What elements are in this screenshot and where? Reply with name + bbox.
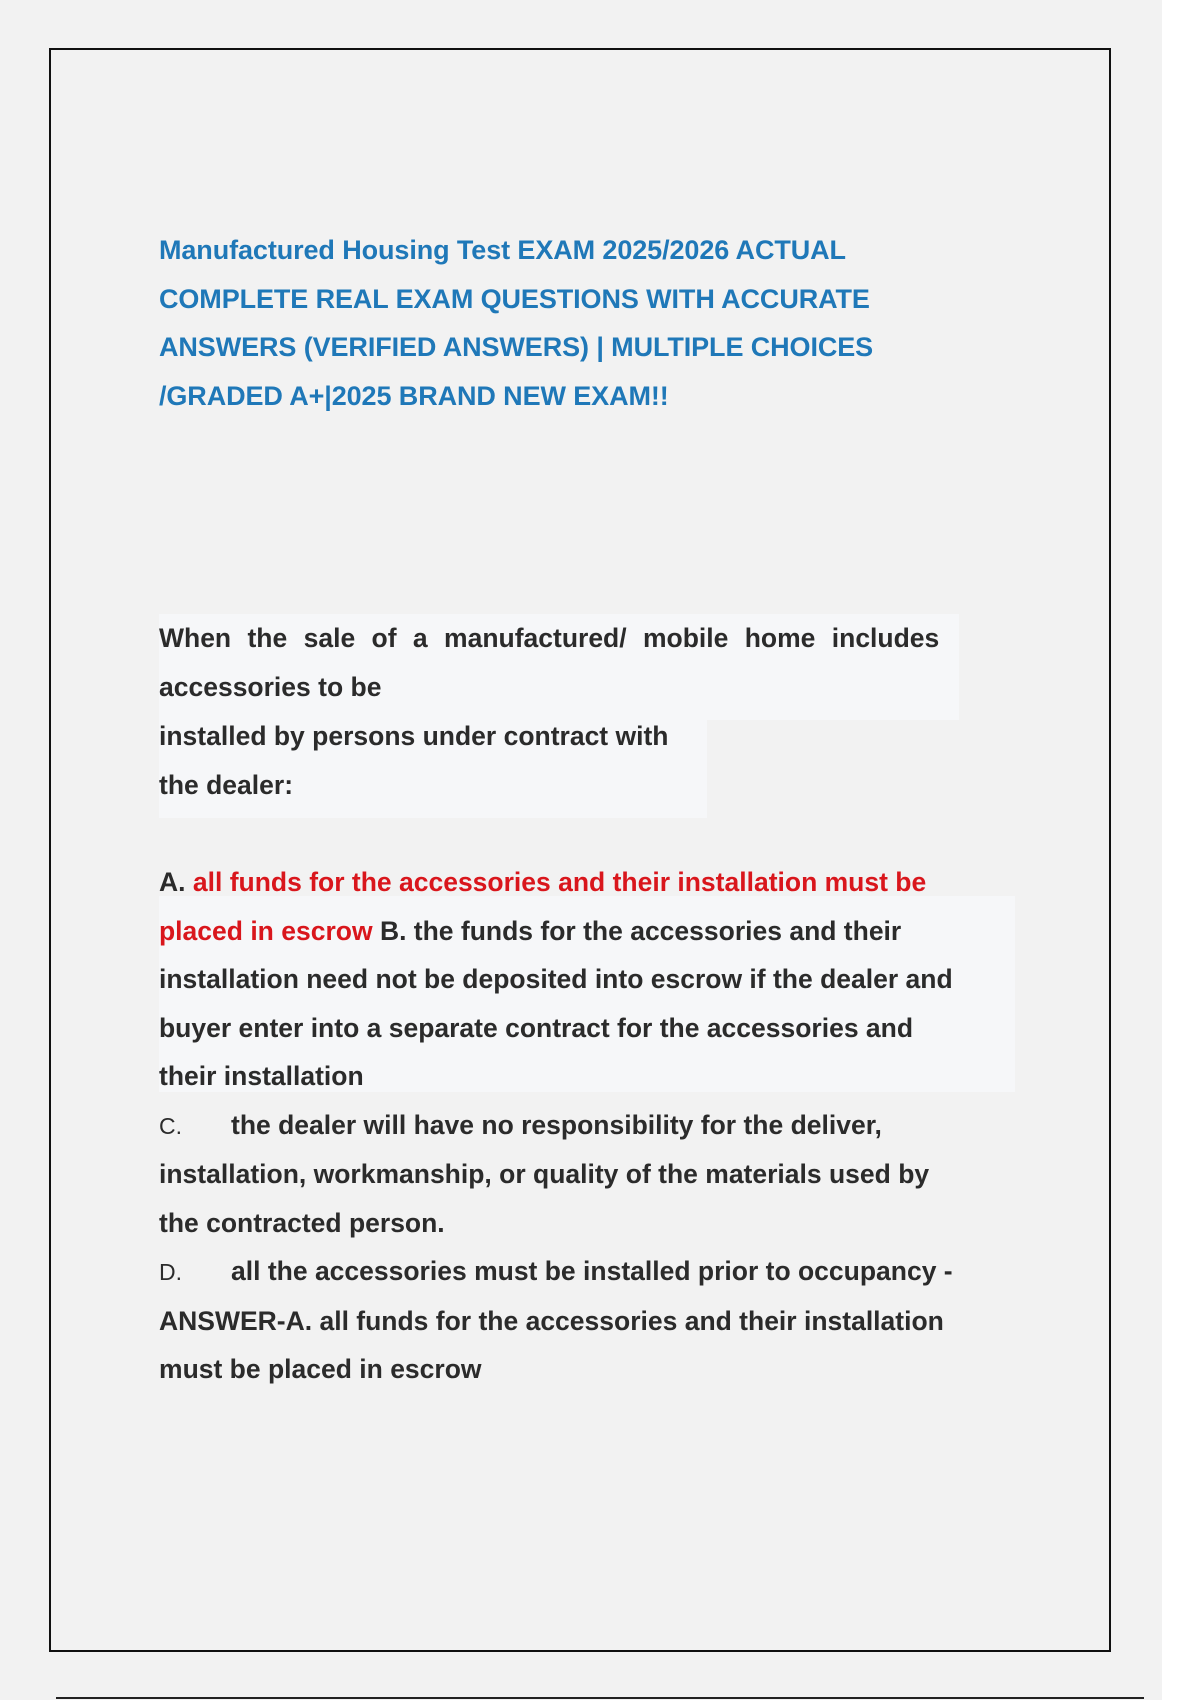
title-line: COMPLETE REAL EXAM QUESTIONS WITH ACCURATE bbox=[159, 283, 870, 314]
question-line: When the sale of a manufactured/ mobile home includes bbox=[159, 623, 940, 653]
option-d-letter: D. bbox=[159, 1259, 182, 1285]
question-line: accessories to be bbox=[159, 672, 382, 702]
option-b-start: B. the funds for the accessories and their bbox=[379, 915, 902, 946]
correct-answer-text-cont: placed in escrow bbox=[159, 915, 373, 946]
option-c-line-1 bbox=[159, 1101, 1019, 1151]
option-a-line-1 bbox=[159, 858, 1019, 907]
option-d-line-1 bbox=[159, 1247, 1019, 1297]
title-line: /GRADED A+|2025 BRAND NEW EXAM!! bbox=[159, 380, 669, 411]
option-b-line: installation need not be deposited into escrow if the dealer and bbox=[159, 964, 953, 994]
option-a-line-2 bbox=[159, 907, 1019, 956]
viewer-margin bbox=[1162, 0, 1200, 1700]
question-line: the dealer: bbox=[159, 770, 294, 800]
question-line: installed by persons under contract with bbox=[159, 721, 669, 751]
option-c-line: the contracted person. bbox=[159, 1207, 445, 1238]
title-line: ANSWERS (VERIFIED ANSWERS) | MULTIPLE CHOICES bbox=[159, 332, 874, 362]
exam-title bbox=[159, 226, 979, 420]
answer-key-line: ANSWER-A. all funds for the accessories and their installation bbox=[159, 1305, 944, 1336]
title-line: Manufactured Housing Test EXAM 2025/2026 ACTUAL bbox=[159, 235, 846, 265]
question-text bbox=[159, 614, 959, 810]
option-a-letter: A. bbox=[159, 867, 186, 897]
correct-answer-text: all funds for the accessories and their installation must be bbox=[192, 867, 927, 897]
option-c-letter: C. bbox=[159, 1112, 182, 1139]
next-page-edge bbox=[56, 1697, 1144, 1699]
option-b-line: buyer enter into a separate contract for the accessories and bbox=[159, 1012, 914, 1043]
option-c-text: the dealer will have no responsibility for the deliver, bbox=[231, 1109, 882, 1140]
option-c-line: installation, workmanship, or quality of the materials used by bbox=[159, 1159, 930, 1189]
option-d-text: all the accessories must be installed prior to occupancy - bbox=[231, 1256, 953, 1286]
answer-options bbox=[159, 858, 1019, 1394]
answer-key-line: must be placed in escrow bbox=[159, 1354, 482, 1384]
option-b-line: their installation bbox=[159, 1061, 364, 1091]
